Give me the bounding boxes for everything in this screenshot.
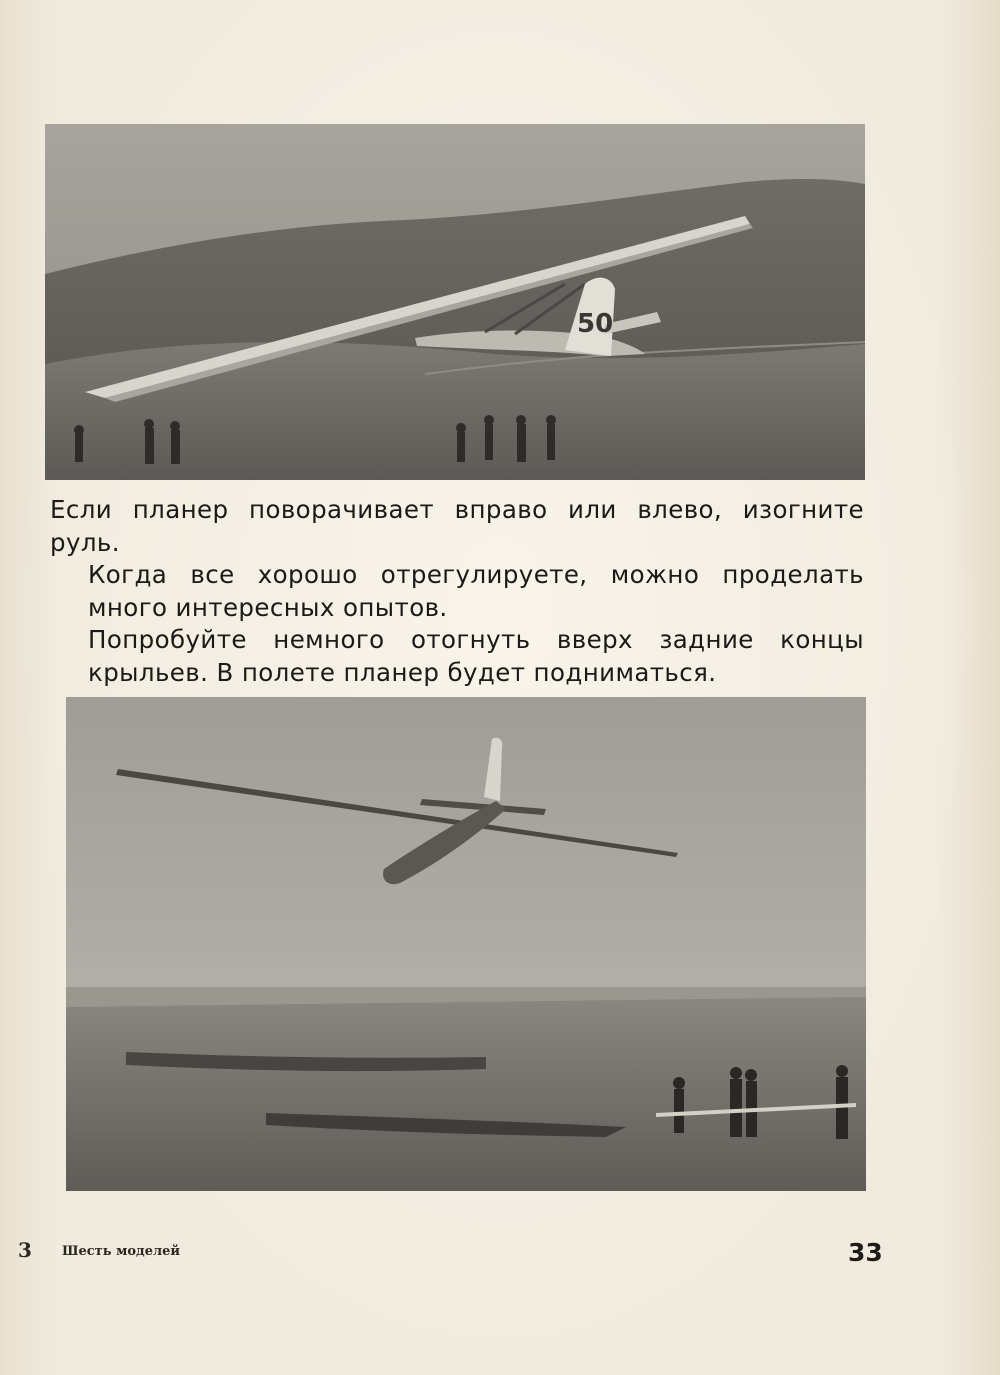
photo-glider-in-sky (66, 697, 866, 1191)
photo-glider-in-sky-image (66, 697, 866, 1191)
signature-mark: 3 (18, 1238, 32, 1262)
photo-glider-over-hill-image (45, 124, 865, 480)
tail-number: 50 (577, 309, 614, 339)
paragraph-1: Если планер поворачивает вправо или влево, изогните руль. (50, 495, 864, 557)
page-number: 33 (848, 1238, 883, 1267)
photo-glider-over-hill (45, 124, 865, 480)
body-text (50, 494, 864, 689)
book-title: Шесть моделей (62, 1244, 181, 1259)
paragraph-3: Попробуйте немного отогнуть вверх задние концы крыльев. В полете планер будет подниматься. (88, 625, 864, 687)
paragraph-2: Когда все хорошо отрегулируете, можно проделать много интересных опытов. (88, 560, 864, 622)
